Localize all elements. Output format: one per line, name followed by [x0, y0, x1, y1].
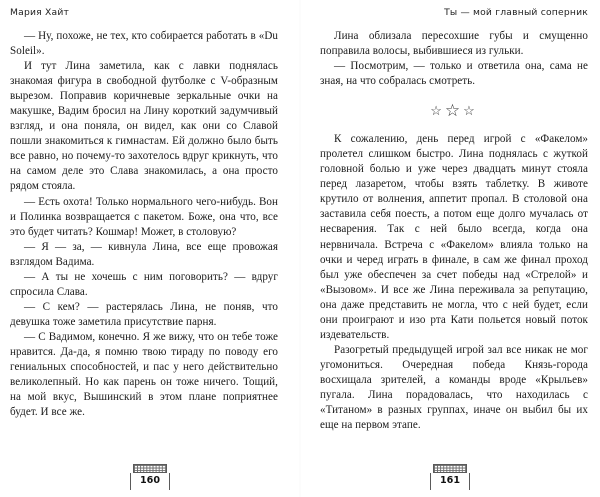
left-running-head: Мария Хайт	[10, 7, 70, 18]
paragraph: — Ну, похоже, не тех, кто собирается работать в «Du Soleil».	[10, 30, 278, 58]
star-icon: ☆	[463, 103, 478, 119]
paragraph: Разогретый предыдущей игрой зал все никак не мог угомониться. Очередная победа Князь-города восхищала зрителей, а команды вроде «Крыльев» пугала. Лина порадовалась, что находилась с «Титаном» в разных группах, иначе он выбил бы их еще на первом этапе.	[320, 343, 588, 432]
right-running-head: Ты — мой главный соперник	[444, 7, 588, 18]
page-number: 160	[139, 475, 161, 486]
paragraph: И тут Лина заметила, как с лавки поднялась знакомая фигура в свободной футболке с V-образным вырезом. Поправив коричневые зеркальные очки на макушке, Вадим бросил на Лину короткий задумчивый взгляд, и она поняла, он видел, как они со Славой пошли знакомиться к гимнастам. Ей должно было быть все равно, но почему-то захотелось вдруг крикнуть, что на самом деле это Слава знакомилась, а она просто рядом стояла.	[10, 60, 278, 193]
right-page-body	[320, 29, 588, 433]
volleyball-net-icon	[433, 464, 467, 473]
net-posts-icon	[430, 473, 470, 490]
net-posts-icon	[130, 473, 170, 490]
volleyball-net-icon	[133, 464, 167, 473]
page-gutter	[299, 0, 301, 497]
star-icon: ☆	[430, 103, 445, 119]
left-folio	[0, 464, 300, 491]
paragraph: Лина облизала пересохшие губы и смущенно поправила волосы, выбившиеся из гульки.	[320, 30, 588, 58]
paragraph: — С Вадимом, конечно. Я же вижу, что он тебе тоже нравится. Да-да, я помню твою тираду по поводу его гениальных способностей, и пас у него действительно великолепный. Но как парень он тоже ничего. Тощий, на мой вкус, Вышинский в этом плане поприятнее будет. И все же.	[10, 330, 278, 419]
three-stars-divider	[320, 103, 588, 119]
star-icon: ☆	[444, 101, 464, 121]
right-folio	[300, 464, 600, 491]
paragraph: — Есть охота! Только нормального чего-нибудь. Вон и Полинка возвращается с пакетом. Боже, она что, все это будет читать? Кошмар! Может, в столовую?	[10, 195, 278, 238]
paragraph: К сожалению, день перед игрой с «Факелом» пролетел слишком быстро. Лина поднялась с жуткой головной болью и уже через двадцать минут стояла перед лазаретом, чтобы взять таблетку. В животе крутило от волнения, аппетит пропал. В столовой она заставила себя поесть, а потом еще долго мучалась от несварения. Так с ней было всегда, когда она нервничала. Встреча с «Факелом» влияла только на очки и черед играть в финале, в сам же финал проход был уже обеспечен за счет победы над «Стрелой» и «Вызовом». И все же Лина переживала за репутацию, она даже представить не могла, что с ней будет, если они проиграют и изо рта Кати польется новый поток издевательств.	[320, 133, 588, 341]
paragraph: — Посмотрим, — только и ответила она, сама не зная, на что собралась смотреть.	[320, 60, 588, 88]
paragraph: — Я — за, — кивнула Лина, все еще провожая взглядом Вадима.	[10, 240, 278, 268]
right-page	[300, 0, 600, 497]
left-page-body	[10, 29, 278, 420]
page-number: 161	[439, 475, 461, 486]
paragraph: — А ты не хочешь с ним поговорить? — вдруг спросила Слава.	[10, 270, 278, 298]
paragraph: — С кем? — растерялась Лина, не поняв, что девушка тоже заметила присутствие парня.	[10, 300, 278, 328]
